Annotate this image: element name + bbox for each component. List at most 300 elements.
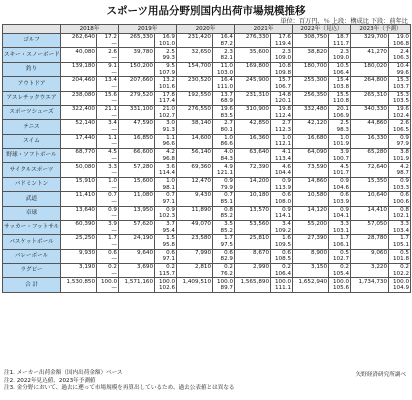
yoy-cell: 107.9 [155,69,177,76]
value-cell: 65,280 [351,149,389,156]
value-cell: 24,190 [119,235,155,242]
value-cell: 23,580 [177,235,213,242]
value-cell: 68,770 [61,149,97,156]
category-row-bottom [3,213,411,220]
value-cell: 2,810 [177,264,213,271]
value-cell: 14,410 [351,206,389,213]
yoy-cell: 103.1 [329,228,351,235]
yoy-cell: — [97,41,119,48]
category-label: ゴルフ [3,34,61,48]
blank-cell [119,228,155,235]
value-cell: 41,270 [351,48,389,55]
yoy-cell: 99.3 [155,55,177,62]
yoy-cell: 102.4 [389,113,411,120]
value-cell: 276,330 [235,34,271,41]
share-cell: 2.5 [329,120,351,127]
yoy-cell: 101.8 [389,256,411,263]
yoy-cell: 109.0 [271,55,293,62]
yoy-cell: 79.9 [213,184,235,191]
share-cell: 2.3 [271,48,293,55]
yoy-cell: 120.1 [271,98,293,105]
value-cell: 15,600 [119,177,155,184]
blank-cell [61,213,97,220]
yoy-cell: 102.7 [329,256,351,263]
note-3: 注3. 金分野において、過去に遡って市場規模を再算出しているため、過去公表値とは異なる [4,385,235,392]
blank-cell [351,41,389,48]
blank-cell [235,184,271,191]
yoy-cell: 86.6 [213,141,235,148]
category-label: スポーツシューズ [3,105,61,119]
share-cell: 2.7 [271,120,293,127]
blank-cell [177,213,213,220]
value-cell: 50,080 [61,163,97,170]
value-cell: 308,750 [293,34,329,41]
blank-cell [119,98,155,105]
category-label: 武道 [3,192,61,206]
share-cell: 0.2 [213,264,235,271]
note-2: 注2. 2022年見込値、2023年予測値 [4,377,96,384]
value-cell: 35,600 [235,48,271,55]
value-cell: 150,200 [119,62,155,69]
blank-cell [351,84,389,91]
blank-cell [235,213,271,220]
share-cell: 3.5 [213,220,235,227]
value-cell: 17,440 [61,134,97,141]
blank-cell [177,184,213,191]
yoy-cell: 101.6 [155,84,177,91]
blank-cell [119,285,155,292]
yoy-cell: 112.3 [271,127,293,134]
value-cell: 11,080 [119,192,155,199]
year-header: 2019年 [119,25,177,34]
value-cell: 331,100 [119,105,155,112]
blank-cell [177,98,213,105]
yoy-cell: 100.7 [329,156,351,163]
value-cell: 16,850 [119,134,155,141]
yoy-cell: 105.6 [329,285,351,292]
yoy-cell: 103.7 [389,84,411,91]
yoy-cell: 105.1 [389,242,411,249]
blank-cell [177,156,213,163]
yoy-cell: 109.0 [329,55,351,62]
share-cell: 0.9 [389,134,411,141]
blank-cell [61,69,97,76]
blank-cell [61,127,97,134]
category-label: ラグビー [3,264,61,278]
share-cell: 0.8 [389,206,411,213]
category-label: バスケットボール [3,235,61,249]
table-title: スポーツ用品分野別国内出荷市場規模推移 [106,5,306,17]
header-row [3,25,411,34]
value-cell: 265,310 [351,91,389,98]
value-cell: 13,640 [61,206,97,213]
share-cell: 100.0 [213,278,235,285]
blank-cell [351,55,389,62]
blank-cell [235,271,271,278]
total-label: 合 計 [3,278,61,292]
share-cell: 3.9 [329,149,351,156]
blank-cell [119,113,155,120]
share-cell: 100.0 [389,278,411,285]
share-cell: 3.4 [97,120,119,127]
share-cell: 4.5 [329,163,351,170]
yoy-cell: 112.4 [271,113,293,120]
share-cell: 4.2 [389,163,411,170]
yoy-cell: 111.7 [329,41,351,48]
value-cell: 15,910 [61,177,97,184]
share-cell: 0.2 [155,264,177,271]
share-cell: 0.7 [155,192,177,199]
share-cell: 19.6 [213,105,235,112]
blank-cell [235,127,271,134]
share-cell: 1.0 [329,134,351,141]
source-credit: 矢野経済研究所調べ [355,372,406,378]
value-cell: 10,180 [235,192,271,199]
share-cell: 0.2 [389,264,411,271]
yoy-cell: 85.2 [213,228,235,235]
yoy-cell: — [97,271,119,278]
share-cell: 0.2 [329,264,351,271]
yoy-cell: 114.4 [155,170,177,177]
share-cell: 1.7 [389,235,411,242]
share-cell: 1.0 [213,134,235,141]
category-label: 野球・ソフトボール [3,149,61,163]
value-cell: 9,430 [177,192,213,199]
value-cell: 14,860 [293,177,329,184]
value-cell: 42,120 [293,120,329,127]
value-cell: 40,080 [61,48,97,55]
yoy-cell: 87.2 [213,41,235,48]
blank-cell [351,98,389,105]
blank-cell [119,55,155,62]
blank-cell [351,256,389,263]
share-cell: 0.9 [329,206,351,213]
value-cell: 1,734,730 [351,278,389,285]
blank-cell [119,41,155,48]
share-cell: 2.3 [329,48,351,55]
value-cell: 1,565,890 [235,278,271,285]
share-cell: 0.5 [389,249,411,256]
category-row-top [3,62,411,69]
yoy-cell: 104.6 [329,184,351,191]
share-cell: 0.6 [329,192,351,199]
category-row-top [3,120,411,127]
blank-cell [293,55,329,62]
blank-cell [293,127,329,134]
category-row-bottom [3,242,411,249]
category-label: バドミントン [3,177,61,191]
blank-cell [177,41,213,48]
value-cell: 53,560 [235,220,271,227]
yoy-cell: — [97,213,119,220]
blank-cell [351,271,389,278]
category-row-bottom [3,156,411,163]
category-row-bottom [3,127,411,134]
value-cell: 52,140 [61,120,97,127]
yoy-cell: 111.1 [271,285,293,292]
share-cell: 3.3 [97,163,119,170]
blank-cell [293,256,329,263]
yoy-cell: 103.3 [389,184,411,191]
yoy-cell: 99.6 [389,69,411,76]
share-cell: 10.4 [389,62,411,69]
value-cell: 57,280 [119,163,155,170]
yoy-cell: 121.1 [213,170,235,177]
value-cell: 256,350 [293,91,329,98]
value-cell: 13,950 [119,206,155,213]
value-cell: 154,700 [177,62,213,69]
share-cell: 1.7 [329,235,351,242]
blank-cell [293,69,329,76]
yoy-cell: 103.8 [329,84,351,91]
share-cell: 3.3 [389,220,411,227]
value-cell: 44,860 [351,120,389,127]
share-cell: 15.7 [271,77,293,84]
blank-cell [293,199,329,206]
yoy-cell: 113.4 [271,156,293,163]
value-cell: 15,350 [351,177,389,184]
blank-cell [351,184,389,191]
share-cell: 15.3 [389,91,411,98]
value-cell: 27,390 [293,235,329,242]
share-cell: 4.2 [155,149,177,156]
share-cell: 10.5 [329,62,351,69]
yoy-cell: — [97,98,119,105]
share-cell: 11.0 [213,62,235,69]
share-cell: 18.7 [329,34,351,41]
yoy-cell: 102.6 [155,285,177,292]
blank-cell [119,184,155,191]
blank-cell [61,228,97,235]
share-cell: 19.6 [389,105,411,112]
yoy-cell: 96.8 [155,156,177,163]
category-row-bottom [3,141,411,148]
value-cell: 55,200 [293,220,329,227]
yoy-cell: — [97,228,119,235]
yoy-cell: 102.7 [155,113,177,120]
value-cell: 10,640 [351,192,389,199]
yoy-cell: — [97,55,119,62]
value-cell: 64,090 [293,149,329,156]
value-cell: 310,900 [235,105,271,112]
yoy-cell: — [97,113,119,120]
value-cell: 262,640 [61,34,97,41]
value-cell: 60,390 [61,220,97,227]
value-cell: 11,410 [61,192,97,199]
value-cell: 264,800 [351,77,389,84]
share-cell: 2.4 [389,48,411,55]
share-cell: 3.6 [155,163,177,170]
blank-cell [177,113,213,120]
yoy-cell: 106.4 [271,271,293,278]
blank-cell [61,141,97,148]
share-cell: 2.6 [97,48,119,55]
year-header: 2023年（予測） [351,25,411,34]
blank-cell [235,55,271,62]
blank-cell [119,213,155,220]
yoy-cell: 102.1 [389,213,411,220]
blank-cell [119,84,155,91]
yoy-cell: — [97,256,119,263]
blank-cell [119,156,155,163]
value-cell: 340,330 [351,105,389,112]
share-cell: 15.3 [389,77,411,84]
blank-cell [351,228,389,235]
share-cell: 4.5 [97,149,119,156]
value-cell: 38,140 [177,120,213,127]
blank-cell [119,170,155,177]
value-cell: 245,900 [235,77,271,84]
blank-cell [61,55,97,62]
blank-cell [351,141,389,148]
yoy-cell: 91.3 [155,127,177,134]
unit-note: 単位：百万円、％ 上段：構成比 下段：前年比 [280,18,408,25]
value-cell: 1,530,850 [61,278,97,285]
value-cell: 1,409,510 [177,278,213,285]
value-cell: 180,700 [293,62,329,69]
category-row-bottom [3,84,411,91]
blank-cell [177,141,213,148]
share-cell: 100.0 [97,278,119,285]
share-cell: 0.7 [97,192,119,199]
share-cell: 100.0 [271,278,293,285]
category-label: スイム [3,134,61,148]
yoy-cell: 119.4 [271,41,293,48]
category-row-bottom [3,256,411,263]
value-cell: 180,020 [351,62,389,69]
share-cell: 0.2 [271,264,293,271]
share-cell: 14.8 [271,91,293,98]
yoy-cell: 80.1 [213,127,235,134]
blank-cell [177,69,213,76]
share-cell: 1.1 [97,134,119,141]
yoy-cell: 114.1 [271,213,293,220]
yoy-cell: 95.8 [155,242,177,249]
share-cell: 16.9 [155,34,177,41]
blank-cell [119,127,155,134]
blank-cell [235,256,271,263]
category-row-top [3,91,411,98]
yoy-cell: 83.5 [213,113,235,120]
value-cell: 1,652,940 [293,278,329,285]
share-cell: 16.4 [213,34,235,41]
blank-cell [293,156,329,163]
value-cell: 3,190 [61,264,97,271]
share-cell: 15.4 [329,77,351,84]
total-row-top [3,278,411,285]
category-label: サイクルスポーツ [3,163,61,177]
category-label: バレーボール [3,249,61,263]
value-cell: 329,700 [351,34,389,41]
category-label: スキー・スノーボード [3,48,61,62]
category-row-top [3,77,411,84]
share-cell: 0.9 [155,206,177,213]
share-cell: 21.1 [97,105,119,112]
category-row-top [3,134,411,141]
yoy-cell: 76.2 [213,271,235,278]
blank-cell [351,156,389,163]
share-cell: 1.7 [97,235,119,242]
share-cell: 10.8 [271,62,293,69]
category-label: テニス [3,120,61,134]
blank-cell [351,242,389,249]
share-cell: 13.4 [97,77,119,84]
header-corner [3,25,61,34]
yoy-cell: 98.1 [155,184,177,191]
share-cell: 4.6 [271,163,293,170]
yoy-cell: — [97,84,119,91]
blank-cell [235,285,271,292]
share-cell: 0.9 [271,177,293,184]
yoy-cell: 106.5 [389,127,411,134]
share-cell: 0.9 [389,177,411,184]
category-row-bottom [3,199,411,206]
value-cell: 322,400 [61,105,97,112]
value-cell: 9,060 [351,249,389,256]
category-row-top [3,177,411,184]
value-cell: 63,640 [235,149,271,156]
share-cell: 20.1 [329,105,351,112]
share-cell: 19.8 [271,105,293,112]
yoy-cell: — [97,156,119,163]
value-cell: 7,990 [177,249,213,256]
yoy-cell: 106.1 [329,242,351,249]
yoy-cell: 106.4 [329,69,351,76]
blank-cell [235,199,271,206]
category-label: 釣り [3,62,61,76]
category-row-top [3,34,411,41]
yoy-cell: — [97,184,119,191]
yoy-cell: 102.2 [389,271,411,278]
blank-cell [293,113,329,120]
yoy-cell: — [97,285,119,292]
value-cell: 8,900 [293,249,329,256]
share-cell: 17.2 [97,34,119,41]
category-row-top [3,235,411,242]
yoy-cell: 101.7 [329,170,351,177]
yoy-cell: 104.4 [271,170,293,177]
year-header: 2020年 [177,25,235,34]
share-cell: 100.0 [329,278,351,285]
blank-cell [351,170,389,177]
blank-cell [61,242,97,249]
category-row-bottom [3,184,411,191]
share-cell: 3.8 [389,149,411,156]
category-label: アスレチックウエア [3,91,61,105]
yoy-cell: 82.1 [213,55,235,62]
share-cell: 3.7 [155,220,177,227]
value-cell: 3,150 [293,264,329,271]
category-row-bottom [3,113,411,120]
yoy-cell: 89.7 [213,285,235,292]
yoy-cell: 97.5 [213,242,235,249]
share-cell: 0.7 [213,192,235,199]
blank-cell [293,242,329,249]
category-label: 卓球 [3,206,61,220]
blank-cell [177,127,213,134]
blank-cell [351,285,389,292]
value-cell: 73,590 [293,163,329,170]
yoy-cell: 97.9 [389,141,411,148]
category-row-top [3,220,411,227]
yoy-cell: 102.3 [155,213,177,220]
share-cell: 2.7 [213,120,235,127]
value-cell: 16,680 [293,134,329,141]
value-cell: 8,670 [235,249,271,256]
category-row-top [3,264,411,271]
blank-cell [235,113,271,120]
value-cell: 9,640 [119,249,155,256]
